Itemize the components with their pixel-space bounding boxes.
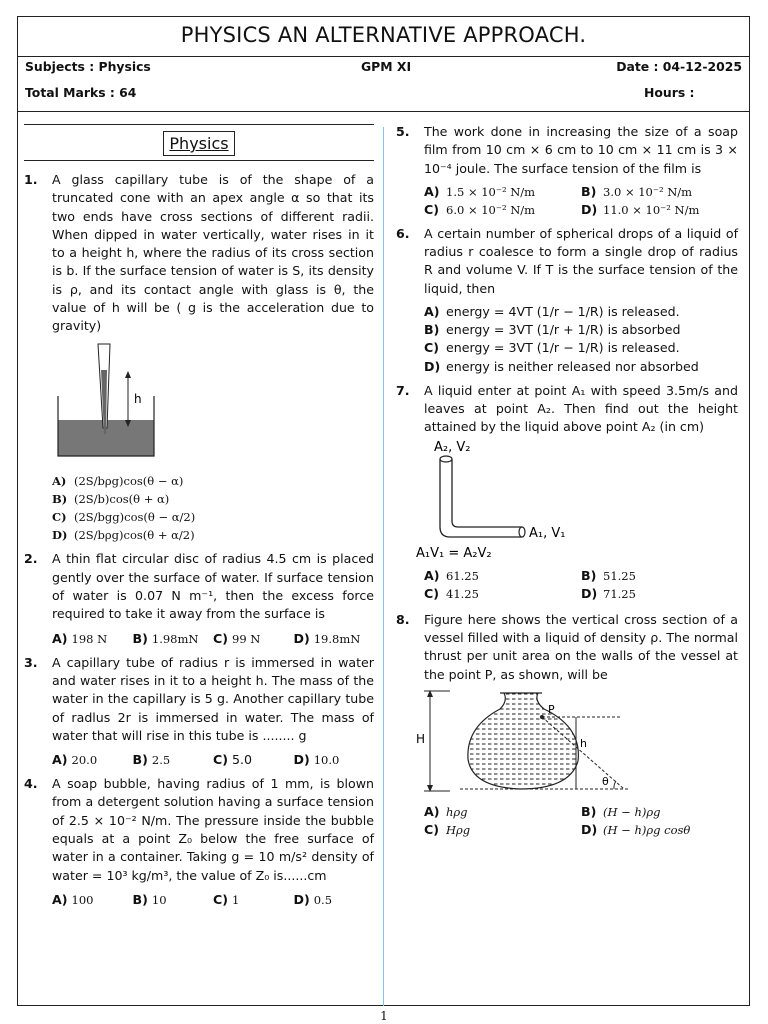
- right-column: [396, 123, 738, 839]
- capillary-cone-figure: [52, 338, 172, 470]
- question-8-options: [424, 803, 738, 839]
- question-text: Figure here shows the vertical cross section of a vessel filled with a liquid of density ρ. The normal thrust per unit area on the walls of the vessel at the point P, as shown, will be: [424, 611, 738, 682]
- option-d[interactable]: D) energy is neither released nor absorbed: [424, 358, 699, 374]
- exam-date: Date : 04-12-2025: [616, 59, 742, 74]
- question-text: The work done in increasing the size of a soap film from 10 cm × 6 cm to 10 cm × 11 cm is 3 × 10⁻⁴ joule. The surface tension of the film is: [424, 124, 738, 176]
- option-b[interactable]: B) energy = 3VT (1/r + 1/R) is absorbed: [424, 322, 681, 338]
- option-d[interactable]: D) 0.5: [293, 891, 333, 907]
- title-divider: [18, 56, 749, 57]
- section-rule-top: [24, 124, 374, 125]
- section-title: Physics: [163, 131, 234, 156]
- figure-label-continuity: A₁V₁ = A₂V₂: [416, 545, 492, 561]
- question-text: A liquid enter at point A₁ with speed 3.5m/s and leaves at point A₂. Then find out the height attained by the liquid above point A₂ (in cm): [424, 382, 738, 435]
- option-a[interactable]: A) energy = 4VT (1/r − 1/R) is released.: [424, 304, 680, 320]
- section-rule-bottom: [24, 160, 374, 161]
- option-a[interactable]: A) 100: [52, 891, 94, 907]
- question-number: 6.: [396, 225, 410, 241]
- option-c[interactable]: C) 1: [213, 891, 240, 907]
- option-a[interactable]: A) (2S/bρg)cos(θ − α): [52, 473, 184, 488]
- question-number: 2.: [24, 551, 38, 567]
- option-c[interactable]: C) 5.0: [213, 752, 253, 768]
- figure-label-a1v1: A₁, V₁: [529, 525, 566, 541]
- option-c[interactable]: C) Hρg: [424, 821, 471, 837]
- option-d[interactable]: D) 71.25: [581, 585, 636, 601]
- question-1: [24, 171, 374, 336]
- column-separator: [383, 127, 384, 1006]
- question-8: [396, 611, 738, 684]
- option-a[interactable]: A) 1.5 × 10⁻² N/m: [424, 183, 536, 199]
- option-c[interactable]: C) 99 N: [213, 630, 261, 646]
- question-text: A certain number of spherical drops of a liquid of radius r coalesce to form a single drop of radius R and volume V. If T is the surface tension of the liquid, then: [424, 225, 738, 296]
- total-marks: Total Marks : 64: [25, 85, 137, 100]
- question-2-options: [52, 630, 374, 648]
- figure-label-h: h: [134, 391, 142, 406]
- option-d[interactable]: D) 19.8mN: [293, 630, 361, 646]
- question-number: 5.: [396, 124, 410, 139]
- question-7: [396, 382, 738, 437]
- option-b[interactable]: B) (2S/b)cos(θ + α): [52, 491, 170, 506]
- question-3-options: [52, 751, 374, 769]
- question-text: A soap bubble, having radius of 1 mm, is blown from a detergent solution having a surface tension of 2.5 × 10⁻² N/m. The pressure inside the bubble equals at a point Z₀ below the free surface of water in a container. Taking g = 10 m/s² density of water = 10³ kg/m³, the value of Z₀ is......cm: [52, 776, 374, 883]
- question-2: [24, 550, 374, 623]
- left-column: [24, 124, 374, 909]
- hours-label: Hours :: [644, 85, 695, 100]
- option-d[interactable]: D) (H − h)ρg cosθ: [581, 821, 691, 837]
- question-4-options: [52, 891, 374, 909]
- figure-label-a2v2: A₂, V₂: [434, 439, 471, 455]
- question-6: [396, 225, 738, 298]
- option-a[interactable]: A) 20.0: [52, 752, 98, 768]
- question-1-options: [52, 472, 374, 545]
- question-text: A capillary tube of radius r is immersed in water and water rises in it to a height h. The mass of the water in the capillary is 5 g. Another capillary tube of radlus 2r is immersed in water. The mass of water that will rise in this tube is ........ g: [52, 654, 374, 743]
- question-number: 8.: [396, 611, 410, 627]
- question-number: 1.: [24, 172, 38, 187]
- option-a[interactable]: A) 198 N: [52, 630, 108, 646]
- subjects-label: Subjects : Physics: [25, 59, 151, 74]
- question-text: A thin flat circular disc of radius 4.5 cm is placed gently over the surface of water. If surface tension of water is 0.07 N m⁻¹, then the excess force required to take it away from the surface is: [52, 551, 374, 622]
- option-b[interactable]: B) (H − h)ρg: [581, 803, 661, 819]
- figure-label-h: h: [580, 736, 587, 750]
- class-code: GPM XI: [361, 59, 412, 74]
- option-b[interactable]: B) 3.0 × 10⁻² N/m: [581, 183, 693, 199]
- question-text: A glass capillary tube is of the shape of a truncated cone with an apex angle α so that its two ends have cross sections of different radii. When dipped in water vertically, water rises in it to a height h, where the radius of its cross section is b. If the surface tension of water is S, its density is ρ, and its contact angle with glass is θ, the value of h will be ( g is the acceleration due to gravity): [52, 172, 374, 334]
- figure-label-H: H: [416, 731, 426, 746]
- vessel-figure: [410, 687, 650, 797]
- question-6-options: [424, 303, 738, 376]
- figure-label-theta: θ: [602, 774, 609, 788]
- exam-sheet: [17, 16, 750, 1006]
- question-5-options: [424, 183, 738, 219]
- question-5: [396, 123, 738, 178]
- option-b[interactable]: B) 2.5: [132, 752, 171, 768]
- option-b[interactable]: B) 51.25: [581, 567, 636, 583]
- option-c[interactable]: C) (2S/bgg)cos(θ − α/2): [52, 510, 196, 525]
- page-number: 1: [380, 1009, 388, 1023]
- option-a[interactable]: A) 61.25: [424, 567, 479, 583]
- figure-label-P: P: [548, 702, 555, 716]
- question-4: [24, 775, 374, 885]
- option-d[interactable]: D) 10.0: [293, 752, 340, 768]
- header-divider: [18, 111, 749, 112]
- bent-pipe-figure: [406, 437, 596, 561]
- question-number: 7.: [396, 382, 410, 398]
- question-number: 4.: [24, 776, 38, 792]
- option-d[interactable]: D) 11.0 × 10⁻² N/m: [581, 201, 700, 217]
- option-d[interactable]: D) (2S/bρg)cos(θ + α/2): [52, 528, 195, 543]
- option-b[interactable]: B) 1.98mN: [132, 630, 199, 646]
- question-number: 3.: [24, 654, 38, 670]
- question-7-options: [424, 567, 738, 603]
- question-3: [24, 654, 374, 745]
- option-b[interactable]: B) 10: [132, 891, 167, 907]
- option-c[interactable]: C) energy = 3VT (1/r − 1/R) is released.: [424, 340, 680, 356]
- option-a[interactable]: A) hρg: [424, 803, 468, 819]
- option-c[interactable]: C) 41.25: [424, 585, 479, 601]
- page-title: PHYSICS AN ALTERNATIVE APPROACH.: [180, 23, 587, 47]
- option-c[interactable]: C) 6.0 × 10⁻² N/m: [424, 201, 536, 217]
